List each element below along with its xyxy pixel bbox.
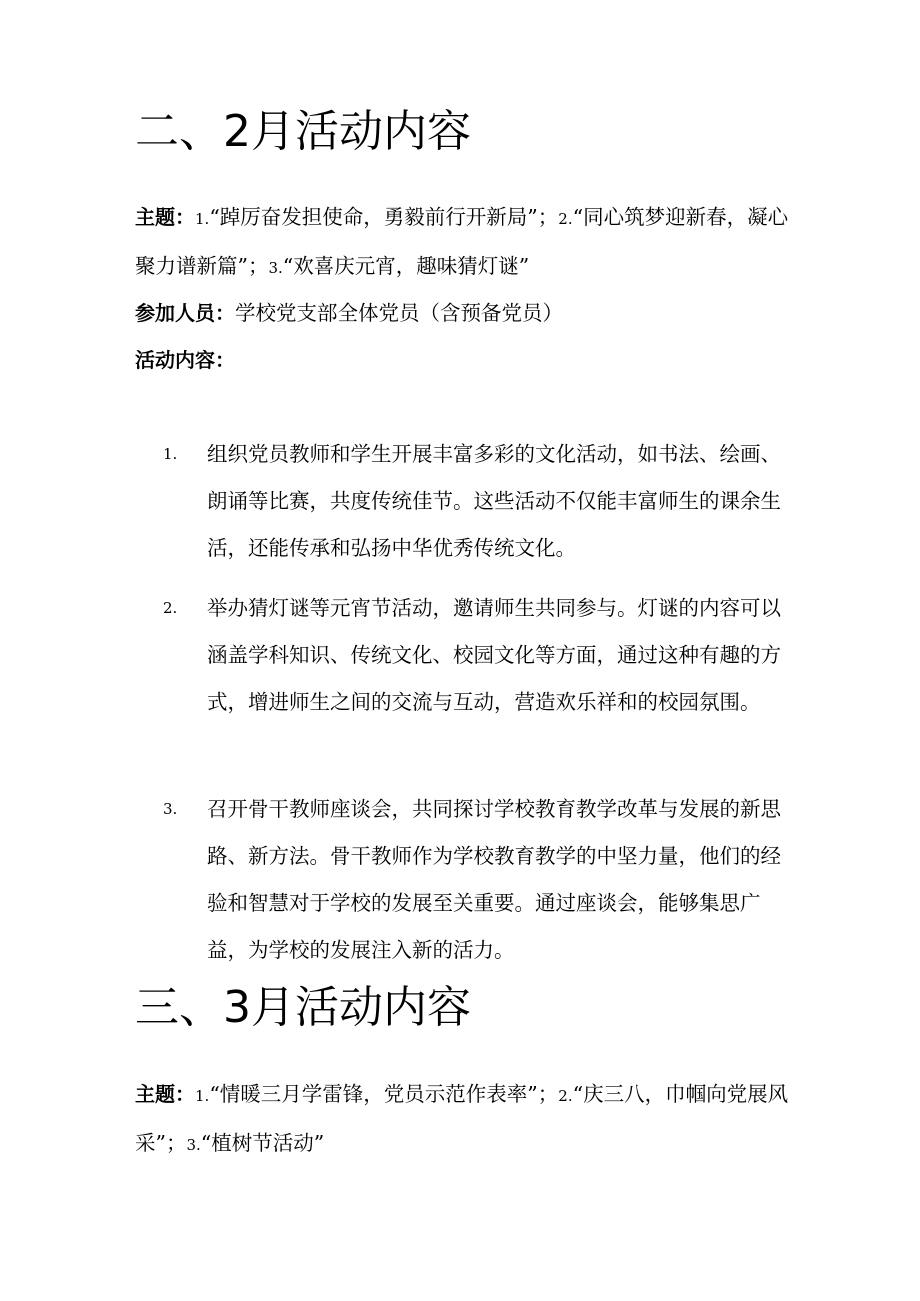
section-heading-march: 三、3月活动内容 (135, 982, 471, 1033)
march-theme (135, 1071, 795, 1169)
list-item-number: 2. (163, 599, 178, 617)
section-heading-february: 二、2月活动内容 (135, 106, 471, 157)
participants-text: 学校党支部全体党员（含预备党员） (235, 301, 563, 325)
theme-text-1: “情暖三月学雷锋，党员示范作表率”； (209, 1082, 559, 1106)
list-item-number: 3. (163, 800, 178, 818)
list-item-text: 举办猜灯谜等元宵节活动，邀请师生共同参与。灯谜的内容可以涵盖学科知识、传统文化、校园文化等方面，通过这种有趣的方式，增进师生之间的交流与互动，营造欢乐祥和的校园氛围。 (207, 596, 781, 714)
theme-number-3: 3. (268, 259, 283, 277)
theme-number-3: 3. (186, 1136, 201, 1154)
theme-label: 主题： (135, 205, 195, 229)
theme-number-1: 1. (195, 210, 210, 228)
theme-text-2: “同心筑梦迎新春，凝心聚力谱新篇”； (135, 205, 789, 278)
theme-label: 主题： (135, 1082, 195, 1106)
theme-text-3: “植树节活动” (200, 1131, 325, 1155)
participants-label: 参加人员： (135, 301, 235, 325)
theme-text-3: “欢喜庆元宵，趣味猜灯谜” (282, 254, 530, 278)
list-item-number: 1. (163, 445, 178, 463)
list-item (163, 786, 799, 974)
february-content-label (135, 337, 795, 384)
february-theme (135, 194, 795, 292)
list-item (163, 431, 799, 572)
theme-number-1: 1. (195, 1087, 210, 1105)
theme-number-2: 2. (558, 1087, 573, 1105)
theme-number-2: 2. (558, 210, 573, 228)
theme-text-1: “踔厉奋发担使命，勇毅前行开新局”； (209, 205, 559, 229)
theme-text-2: “庆三八，巾帼向党展风采”； (135, 1082, 789, 1155)
content-label: 活动内容： (135, 348, 235, 372)
list-item-text: 组织党员教师和学生开展丰富多彩的文化活动，如书法、绘画、朗诵等比赛，共度传统佳节。这些活动不仅能丰富师生的课余生活，还能传承和弘扬中华优秀传统文化。 (207, 442, 781, 560)
list-item (163, 585, 799, 726)
february-participants (135, 290, 795, 337)
list-item-text: 召开骨干教师座谈会，共同探讨学校教育教学改革与发展的新思路、新方法。骨干教师作为学校教育教学的中坚力量，他们的经验和智慧对于学校的发展至关重要。通过座谈会，能够集思广益，为学校的发展注入新的活力。 (207, 797, 781, 962)
